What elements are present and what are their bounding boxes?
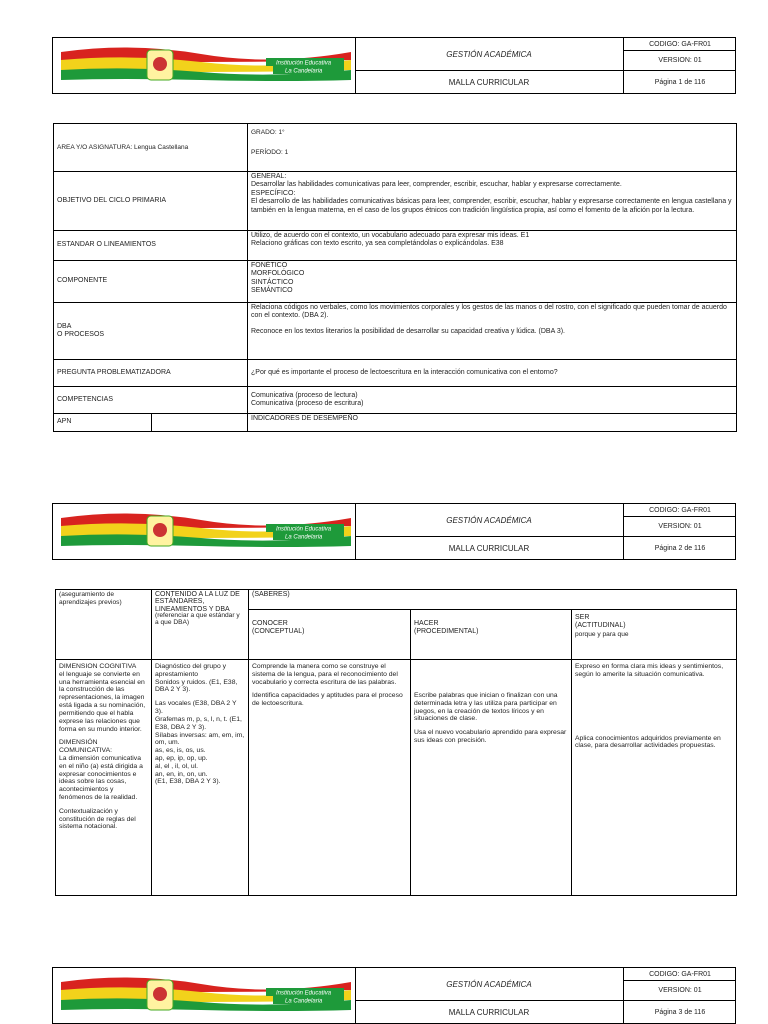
row-label-componente: COMPONENTE [54, 261, 248, 303]
logo-text-line1: Institución Educativa [276, 60, 332, 67]
area-label: AREA Y/O ASIGNATURA: Lengua Castellana [54, 124, 248, 172]
gestion-title: GESTIÓN ACADÉMICA [355, 968, 623, 1001]
logo-text-line2: La Candelaria [285, 534, 323, 541]
col-conocer-content: Comprende la manera como se construye el sistema de la lengua, para el reconocimiento del vocabulario y correcta escritura de las palabras. Identifica capacidades y aptitudes para el proceso de lectoescritura. [249, 660, 411, 896]
flag-banner-icon [61, 44, 351, 88]
saberes-table [55, 589, 737, 896]
logo-text-line2: La Candelaria [285, 998, 323, 1005]
row-content-dba: Relaciona códigos no verbales, como los movimientos corporales y los gestos de las manos o del rostro, con el significado que pueden tomar de acuerdo con el contexto. (DBA 2). Reconoce en los textos literarios la posibilidad de desarrollar su capacidad creativa y lúdica. (DBA 3). [248, 303, 737, 360]
page-number: Página 3 de 116 [654, 1008, 706, 1016]
head-contenido: CONTENIDO A LA LUZ DE ESTÁNDARES, LINEAMIENTOS Y DBA (referenciar a que estándar y a que DBA) [152, 590, 249, 660]
version-label: VERSION: 01 [624, 51, 736, 71]
col-contenido-content: Diagnóstico del grupo y aprestamiento Sonidos y ruidos. (E1, E38, DBA 2 Y 3). Las vocales (E38, DBA 2 Y 3). Grafemas m, p, s, l, n, t. (E1, E38, DBA 2 Y 3). Sílabas inversas: am, em, im, om, um. as, es, is, os, us. ap, ep, ip, op, up. al, el , il, ol, ul. an, en, in, on, un. (E1, E38, DBA 2 Y 3). [152, 660, 249, 896]
curriculum-info-table [53, 123, 737, 432]
codigo-label: CODIGO: GA-FR01 [624, 38, 736, 51]
flag-banner-icon [61, 510, 351, 554]
flag-banner-icon [61, 974, 351, 1018]
head-saberes: (SABERES) [249, 590, 737, 610]
malla-title: MALLA CURRICULAR [448, 77, 530, 87]
col-ser-content: Expreso en forma clara mis ideas y sentimientos, según lo amerite la situación comunicativa. Aplica conocimientos adquiridos previamente en clase, para desarrollar actividades propuestas. [572, 660, 737, 896]
row-label-estandar: ESTANDAR O LINEAMIENTOS [54, 231, 248, 261]
grado-label: GRADO: 1° [251, 129, 285, 136]
row-content-estandar: Utilizo, de acuerdo con el contexto, un vocabulario adecuado para expresar mis ideas. E1 Relaciono gráficas con texto escrito, ya sea completándolas o explicándolas. E38 [248, 231, 737, 261]
row-label-competencias: COMPETENCIAS [54, 387, 248, 414]
periodo-label: PERÍODO: 1 [251, 148, 289, 156]
version-label: VERSION: 01 [624, 981, 736, 1001]
row-label-objetivo: OBJETIVO DEL CICLO PRIMARIA [54, 172, 248, 231]
head-apn: (aseguramiento de aprendizajes previos) [56, 590, 152, 660]
indicadores-label: INDICADORES DE DESEMPEÑO [248, 414, 737, 432]
row-content-objetivo: GENERAL: Desarrollar las habilidades comunicativas para leer, comprender, escribir, escuchar, hablar y expresarse correctamente. ESPECÍFICO: El desarrollo de las habilidades comunicativas básicas para leer, comprender, escribir, escuchar, hablar y expresarse correctamente en lengua castellana y también en la lengua materna, en el caso de los grupos étnicos con tradición lingüística propia, así como el fomento de la afición por la lectura. [248, 172, 737, 231]
page-number: Página 2 de 116 [654, 544, 706, 552]
malla-title: MALLA CURRICULAR [448, 1007, 530, 1017]
head-hacer: HACER (PROCEDIMENTAL) [411, 610, 572, 660]
row-content-competencias: Comunicativa (proceso de lectura) Comunicativa (proceso de escritura) [248, 387, 737, 414]
gestion-title: GESTIÓN ACADÉMICA [355, 38, 623, 71]
page-header-1 [52, 37, 736, 94]
logo-text-line2: La Candelaria [285, 68, 323, 75]
row-label-pregunta: PREGUNTA PROBLEMATIZADORA [54, 360, 248, 387]
institution-logo-banner [53, 38, 356, 93]
page-header-3 [52, 967, 736, 1024]
logo-text-line1: Institución Educativa [276, 526, 332, 533]
page-number: Página 1 de 116 [654, 78, 706, 86]
logo-text-line1: Institución Educativa [276, 990, 332, 997]
head-ser: SER (ACTITUDINAL) porque y para que [572, 610, 737, 660]
institution-logo-banner [53, 968, 356, 1023]
institution-logo-banner [53, 504, 356, 559]
codigo-label: CODIGO: GA-FR01 [624, 968, 736, 981]
col-hacer-content: Escribe palabras que inician o finalizan con una determinada letra y las utiliza para participar en juegos, en la creación de textos líricos y en situaciones de clase. Usa el nuevo vocabulario aprendido para expresar sus ideas con precisión. [411, 660, 572, 896]
page-header-2 [52, 503, 736, 560]
apn-label: APN [54, 414, 152, 432]
row-content-pregunta: ¿Por qué es importante el proceso de lectoescritura en la interacción comunicativa con el entorno? [248, 360, 737, 387]
row-content-componente: FONÉTICO MORFOLÓGICO SINTÁCTICO SEMÁNTICO [248, 261, 737, 303]
row-label-dba: DBA O PROCESOS [54, 303, 248, 360]
malla-title: MALLA CURRICULAR [448, 543, 530, 553]
version-label: VERSION: 01 [624, 517, 736, 537]
codigo-label: CODIGO: GA-FR01 [624, 504, 736, 517]
col-apn-content: DIMENSION COGNITIVA el lenguaje se convierte en una herramienta esencial en la construcción de las representaciones, la imagen está ligada a su nominación, permitiendo que el habla exprese las relaciones que forma en su mundo interior. DIMENSIÓN COMUNICATIVA: La dimensión comunicativa en el niño (a) está dirigida a expresar conocimientos e ideas sobre las cosas, acontecimientos y fenómenos de la realidad. Contextualización y constitución de reglas del sistema notacional. [56, 660, 152, 896]
gestion-title: GESTIÓN ACADÉMICA [355, 504, 623, 537]
head-conocer: CONOCER (CONCEPTUAL) [249, 610, 411, 660]
